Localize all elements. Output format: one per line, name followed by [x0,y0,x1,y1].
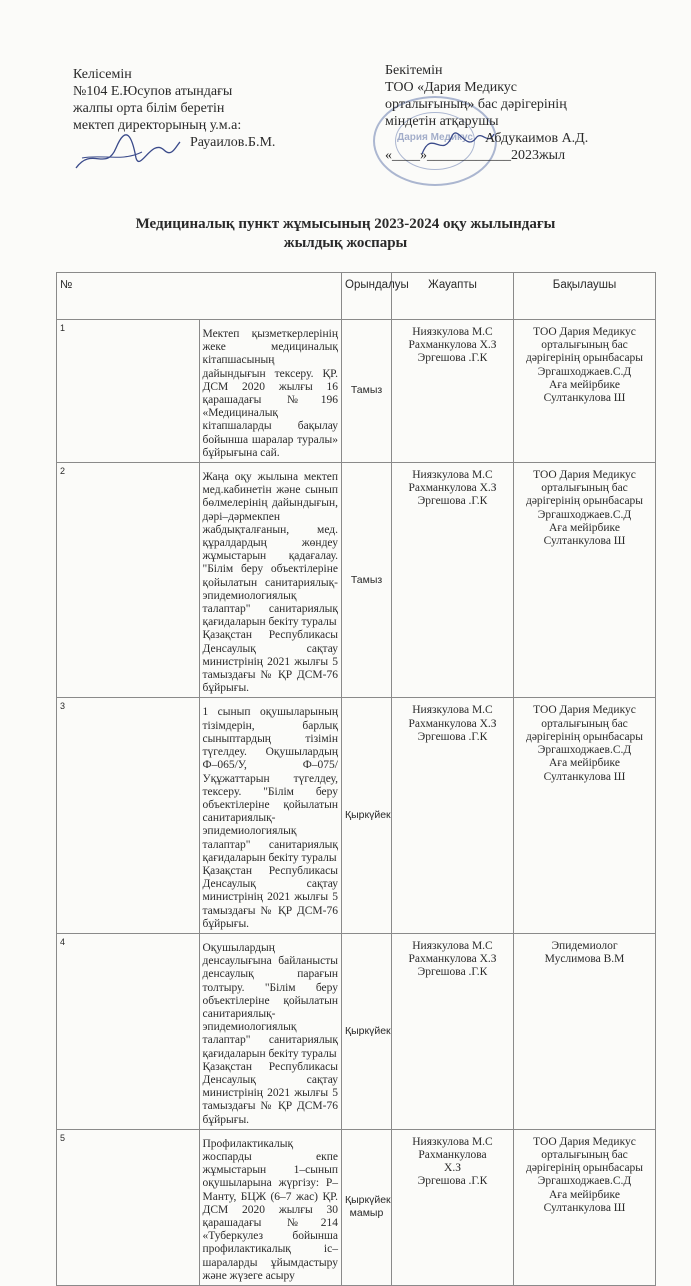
row-number: 4 [57,933,200,1129]
row-responsible: Ниязкулова М.С Рахманкулова Х.З Эргешова .Г.К [392,463,514,698]
left-header-signatory: Рауаилов.Б.М. [190,135,276,150]
row-controller: ТОО Дария Медикус орталығының бас дәрігерінің орынбасары Эргашходжаев.С.Д Аға мейірбике Султанкулова Ш [514,463,656,698]
row-description: Жаңа оқу жылына мектеп мед.кабинетін және сынып бөлмелерінің дайындығын, дәрі–дәрмекпен жабдықталғанын, мед. құралдардың жөндеу жұмыстарын қадағалау. "Білім беру объектілеріне қойылатын санитариялық-эпидемиологиялық талаптар" санитариялық қағидаларын бекіту туралы Қазақстан Республикасы Денсаулық сақтау министрінің 2021 жылғы 5 тамыздағы № ҚР ДСМ-76 бұйрығы. [199,463,342,698]
table-header-row [57,273,656,320]
row-description: Оқушылардың денсаулығына байланысты денсаулық парағын толтыру. "Білім беру объектілеріне қойылатын санитариялық-эпидемиологиялық талаптар" санитариялық қағидаларын бекіту туралы Қазақстан Республикасы Денсаулық сақтау министрінің 2021 жылғы 5 тамыздағы № ҚР ДСМ-76 бұйрығы. [199,933,342,1129]
row-number: 1 [57,320,200,463]
left-header-line: Келісемін [73,67,132,82]
row-controller: ТОО Дария Медикус орталығының бас дәрігерінің орынбасары Эргашходжаев.С.Д Аға мейірбике Султанкулова Ш [514,1129,656,1285]
right-header-line: міндетін атқарушы [385,114,499,129]
row-description: Профилактикалық жоспарды екпе жұмыстарын 1–сынып оқушыларына жүргізу: Р–Манту, БЦЖ (6–7 жас) ҚР. ДСМ 2020 жылғы 30 қарашадағы №214 «Туберкулез бойынша профилактикалық іс–шараларды ұйымдастыру және жүзеге асыру [199,1129,342,1285]
row-controller: ТОО Дария Медикус орталығының бас дәрігерінің орынбасары Эргашходжаев.С.Д Аға мейірбике Султанкулова Ш [514,320,656,463]
left-header-line: жалпы орта білім беретін [73,101,225,116]
row-responsible: Ниязкулова М.С Рахманкулова Х.З Эргешова .Г.К [392,933,514,1129]
table-row [57,320,656,463]
header-controller: Бақылаушы [514,273,656,320]
header-responsible: Жауапты [392,273,514,320]
left-header-line: мектеп директорының у.м.а: [73,118,242,133]
row-date: Қыркүйек [342,933,392,1129]
right-header-line: ТОО «Дария Медикус [385,80,518,95]
right-header-signatory: Абдукаимов А.Д. [485,131,589,146]
table-row [57,933,656,1129]
row-controller: ТОО Дария Медикус орталығының бас дәрігерінің орынбасары Эргашходжаев.С.Д Аға мейірбике Султанкулова Ш [514,698,656,933]
header-date: Орындалуы [342,273,392,320]
table-row [57,1129,656,1285]
table-row [57,463,656,698]
row-number: 3 [57,698,200,933]
table-row [57,698,656,933]
row-date: Тамыз [342,320,392,463]
right-header-date: «____»____________2023жыл [385,148,566,163]
row-date: Қыркүйек [342,698,392,933]
header-num: № [57,273,342,320]
row-description: Мектеп қызметкерлерінің жеке медициналық кітапшасының дайындығын тексеру. ҚР. ДСМ 2020 жылғы 16 қарашадағы №196 «Медициналық кітапшаларды бақылау бойынша шаралар туралы» бұйрығына сай. [199,320,342,463]
row-responsible: Ниязкулова М.С Рахманкулова Х.З Эргешова .Г.К [392,1129,514,1285]
row-date: Қыркүйек мамыр [342,1129,392,1285]
row-description: 1 сынып оқушыларының тізімдерін, барлық сыныптардың тізімін түгелдеу. Оқушылардың Ф–065/У, Ф–075/Уқұжаттарын түгелдеу, тексеру. "Білім беру объектілеріне қойылатын санитариялық-эпидемиологиялық талаптар" санитариялық қағидаларын бекіту туралы Қазақстан Республикасы Денсаулық сақтау министрінің 2021 жылғы 5 тамыздағы № ҚР ДСМ-76 бұйрығы. [199,698,342,933]
right-header-line: орталығының» бас дәрігерінің [385,97,567,112]
director-signature [72,128,182,180]
right-header-line: Бекітемін [385,63,443,78]
row-responsible: Ниязкулова М.С Рахманкулова Х.З Эргешова .Г.К [392,320,514,463]
document-title: Медициналық пункт жұмысының 2023-2024 оқу жылындағы жылдық жоспары [135,216,556,251]
left-header-line: №104 Е.Юсупов атындағы [73,84,233,99]
approval-right-block [385,62,625,164]
row-controller: Эпидемиолог Муслимова В.М [514,933,656,1129]
row-date: Тамыз [342,463,392,698]
row-number: 5 [57,1129,200,1285]
row-number: 2 [57,463,200,698]
row-responsible: Ниязкулова М.С Рахманкулова Х.З Эргешова .Г.К [392,698,514,933]
stamp-text: Дария Медикус [397,132,473,143]
plan-table [56,272,656,1286]
